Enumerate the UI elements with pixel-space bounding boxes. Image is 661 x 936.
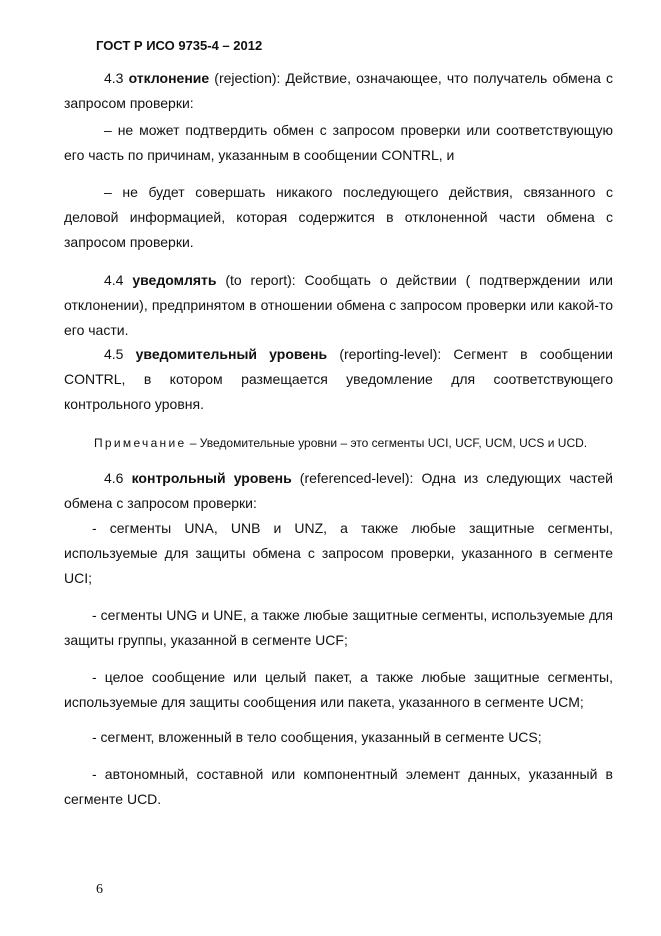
list-item: - автономный, составной или компонентный элемент данных, указанный в сегменте UCD. bbox=[64, 766, 613, 807]
definition-text: (referenced-level): Одна из следующих частей обмена с запросом проверки: bbox=[64, 470, 614, 511]
section-number: 4.6 bbox=[104, 470, 124, 486]
note-label: Примечание bbox=[94, 436, 187, 450]
section-number: 4.4 bbox=[104, 272, 124, 288]
definition-text: (reporting-level): Сегмент в сообщении CONTRL, в котором размещается уведомление для соответствующего контрольного уровня. bbox=[64, 346, 613, 412]
list-item: - сегменты UNA, UNB и UNZ, а также любые защитные сегменты, используемые для защиты обмена с запросом проверки, указанного в сегменте UCI; bbox=[64, 520, 613, 586]
list-item: - сегмент, вложенный в тело сообщения, указанный в сегменте UCS; bbox=[92, 729, 542, 745]
definition-4-5 bbox=[64, 342, 613, 417]
note-text: – Уведомительные уровни – это сегменты UCI, UCF, UCM, UCS и UCD. bbox=[186, 436, 588, 450]
page-number: 6 bbox=[96, 882, 103, 897]
definition-text: (to report): Сообщать о действии ( подтверждении или отклонении), предпринятом в отношении обмена с запросом проверки или какой-то его части. bbox=[64, 272, 613, 338]
definition-4-6 bbox=[64, 466, 613, 516]
definition-4-4 bbox=[64, 268, 613, 343]
note bbox=[94, 434, 587, 452]
term: уведомительный уровень bbox=[135, 346, 328, 362]
definition-4-3 bbox=[64, 66, 613, 116]
section-number: 4.5 bbox=[104, 346, 124, 362]
list-item: – не может подтвердить обмен с запросом проверки или соответствующую его часть по причинам, указанным в сообщении CONTRL, и bbox=[64, 122, 613, 163]
document-header: ГОСТ Р ИСО 9735-4 – 2012 bbox=[96, 38, 263, 53]
term: контрольный уровень bbox=[131, 470, 292, 486]
term: отклонение bbox=[128, 70, 210, 86]
section-number: 4.3 bbox=[104, 70, 124, 86]
definition-text: (rejection): Действие, означающее, что получатель обмена с запросом проверки: bbox=[64, 70, 613, 111]
term: уведомлять bbox=[132, 272, 217, 288]
list-item: - сегменты UNG и UNE, а также любые защитные сегменты, используемые для защиты группы, указанной в сегменте UCF; bbox=[64, 607, 613, 648]
list-item: – не будет совершать никакого последующего действия, связанного с деловой информацией, которая содержится в отклоненной части обмена с запросом проверки. bbox=[64, 184, 613, 250]
list-item: - целое сообщение или целый пакет, а также любые защитные сегменты, используемые для защиты сообщения или пакета, указанного в сегменте UCM; bbox=[64, 669, 613, 710]
